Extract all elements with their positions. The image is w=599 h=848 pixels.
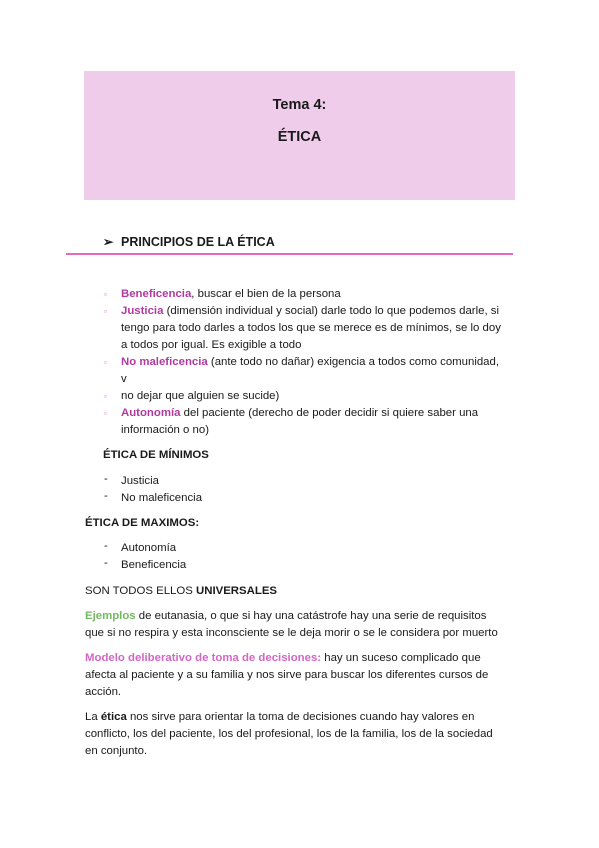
bullet-suicidio: no dejar que alguien se sucide) [121,390,280,402]
bullet-justicia: Justicia (dimensión individual y social) darle todo lo que podemos darle, si [121,305,499,317]
minimos-item: No maleficencia [121,492,203,504]
etica-line2: conflicto, los del paciente, los del profesional, los de la familia, los de la sociedad [85,728,493,740]
topic-subtitle: ÉTICA [277,129,322,145]
maximos-heading: ÉTICA DE MAXIMOS: [85,517,200,529]
dash-marker: - [104,473,108,485]
bullet-no-maleficencia: No maleficencia (ante todo no dañar) exigencia a todos como comunidad, [121,356,500,368]
modelo-line2: afecta al paciente y a su familia y nos sirve para buscar los diferentes cursos de [85,669,489,681]
bullet-autonomia: Autonomía del paciente (derecho de poder decidir si quiere saber una [121,407,479,419]
bullet-justicia-line3: a todos por igual. Es exigible a todo [121,339,302,351]
bullet-marker: ▫ [104,307,107,316]
minimos-item: Justicia [121,475,159,487]
ejemplos-line2: que si no respira y esta inconsciente se le deja morir o se le considera por muerto [85,627,498,639]
bullet-autonomia-line2: información o no) [121,424,210,436]
topic-title: Tema 4: [272,97,327,113]
bullet-marker: ▫ [104,290,107,299]
dash-marker: - [104,490,108,502]
section-heading-text: PRINCIPIOS DE LA ÉTICA [121,235,275,249]
arrow-bullet-icon: ➢ [103,235,114,249]
minimos-heading: ÉTICA DE MÍNIMOS [103,449,209,461]
bullet-no-maleficencia-line2: v [121,373,127,385]
modelo-line3: acción. [85,686,122,698]
modelo-paragraph: Modelo deliberativo de toma de decisiones: hay un suceso complicado que [85,652,481,664]
bullet-marker: ▫ [104,392,107,401]
maximos-item: Beneficencia [121,559,187,571]
title-banner [84,71,515,200]
section-divider [66,253,513,255]
dash-marker: - [104,540,108,552]
bullet-marker: ▫ [104,409,107,418]
section-heading [103,234,275,249]
bullet-marker: ▫ [104,358,107,367]
dash-marker: - [104,557,108,569]
ejemplos-paragraph: Ejemplos de eutanasia, o que si hay una catástrofe hay una serie de requisitos [85,610,487,622]
bullet-justicia-line2: tengo para todo darles a todos los que se merece es de mínimos, se lo doy [121,322,501,334]
etica-paragraph: La ética nos sirve para orientar la toma de decisiones cuando hay valores en [85,711,475,723]
etica-line3: en conjunto. [85,745,148,757]
universales-line: SON TODOS ELLOS UNIVERSALES [85,585,278,597]
maximos-item: Autonomía [121,542,177,554]
bullet-beneficencia: Beneficencia, buscar el bien de la persona [121,288,341,300]
